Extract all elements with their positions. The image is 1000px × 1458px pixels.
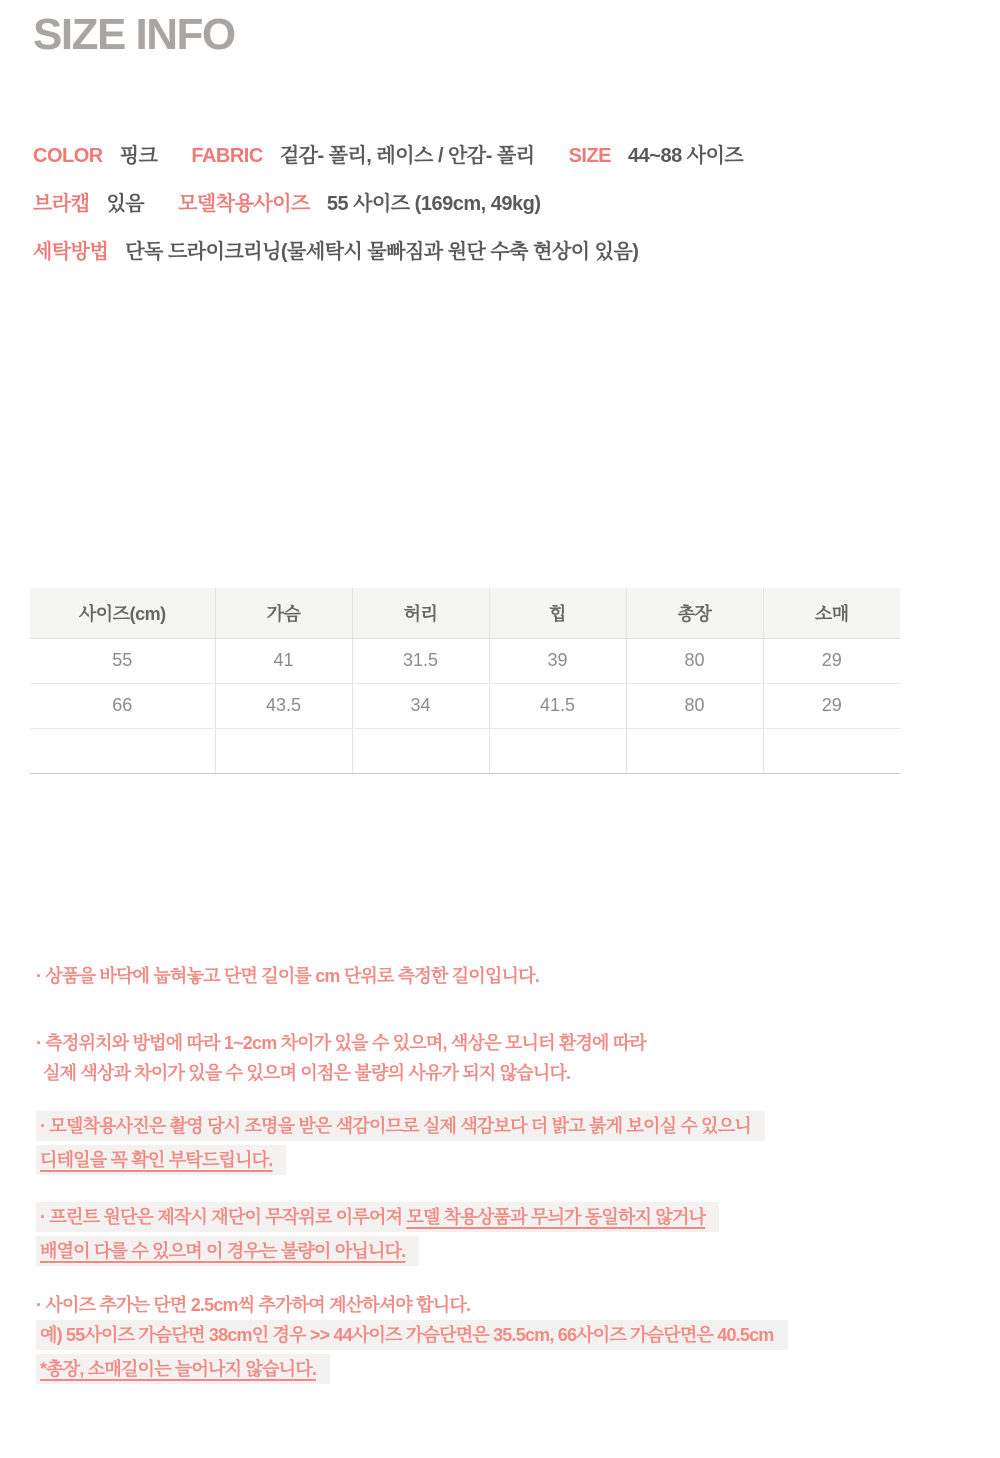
size-table-header-row xyxy=(30,588,900,638)
cell: 31.5 xyxy=(352,638,489,683)
cell xyxy=(626,728,763,773)
cell xyxy=(489,728,626,773)
cell: 39 xyxy=(489,638,626,683)
model-size-label: 모델착용사이즈 xyxy=(178,193,310,215)
cell xyxy=(763,728,900,773)
info-pair-fabric xyxy=(191,139,534,168)
cell: 41.5 xyxy=(489,683,626,728)
fabric-value: 겉감- 폴리, 레이스 / 안감- 폴리 xyxy=(279,145,535,167)
cell: 66 xyxy=(30,683,215,728)
col-header-hip: 힙 xyxy=(489,588,626,638)
color-value: 핑크 xyxy=(119,145,158,167)
col-header-size: 사이즈(cm) xyxy=(30,588,215,638)
info-pair-color xyxy=(33,139,157,168)
wash-value: 단독 드라이크리닝(물세탁시 물빠짐과 원단 수축 현상이 있음) xyxy=(125,241,639,263)
col-header-sleeve: 소매 xyxy=(763,588,900,638)
info-line-2 xyxy=(33,187,963,216)
size-table xyxy=(30,588,900,774)
cell xyxy=(30,728,215,773)
cell: 29 xyxy=(763,638,900,683)
note-print-fabric xyxy=(36,1202,976,1266)
note-line: · 측정위치와 방법에 따라 1~2cm 차이가 있을 수 있으며, 색상은 모니터 환경에 따라 xyxy=(36,1033,646,1053)
note-line-highlighted: · 모델착용사진은 촬영 당시 조명을 받은 색감이므로 실제 색감보다 더 밝고 붉게 보이실 수 있으니 xyxy=(36,1111,765,1141)
table-row-size-55 xyxy=(30,638,900,683)
info-pair-size xyxy=(569,139,744,168)
notes-section xyxy=(36,961,976,1388)
note-model-photo xyxy=(36,1111,976,1175)
cell: 43.5 xyxy=(215,683,352,728)
info-pair-model-size xyxy=(178,187,540,216)
wash-label: 세탁방법 xyxy=(33,241,109,263)
col-header-length: 총장 xyxy=(626,588,763,638)
size-value: 44~88 사이즈 xyxy=(628,145,744,167)
bracap-label: 브라캡 xyxy=(33,193,90,215)
cell xyxy=(352,728,489,773)
note-line: 실제 색상과 차이가 있을 수 있으며 이점은 불량의 사유가 되지 않습니다. xyxy=(43,1063,571,1083)
model-size-value: 55 사이즈 (169cm, 49kg) xyxy=(326,193,541,215)
note-line-highlighted xyxy=(36,1202,719,1232)
note-line: · 사이즈 추가는 단면 2.5cm씩 추가하여 계산하셔야 합니다. xyxy=(36,1295,471,1315)
note-measurement xyxy=(36,961,976,991)
cell: 80 xyxy=(626,638,763,683)
note-line-highlighted-underlined: 배열이 다를 수 있으며 이 경우는 불량이 아닙니다. xyxy=(36,1236,419,1266)
table-row-size-66 xyxy=(30,683,900,728)
info-pair-bracap xyxy=(33,187,144,216)
size-label: SIZE xyxy=(568,145,612,167)
note-line-highlighted-underlined: 디테일을 꼭 확인 부탁드립니다. xyxy=(36,1145,286,1175)
cell: 34 xyxy=(352,683,489,728)
product-info-section xyxy=(33,139,963,283)
col-header-chest: 가슴 xyxy=(215,588,352,638)
note-size-add xyxy=(36,1290,976,1384)
info-pair-wash xyxy=(33,235,638,264)
note-line-highlighted: 예) 55사이즈 가슴단면 38cm인 경우 >> 44사이즈 가슴단면은 35.5cm, 66사이즈 가슴단면은 40.5cm xyxy=(36,1320,788,1350)
page-title: SIZE INFO xyxy=(33,10,235,59)
cell: 41 xyxy=(215,638,352,683)
cell: 80 xyxy=(626,683,763,728)
cell: 29 xyxy=(763,683,900,728)
note-line-highlighted-underlined: *총장, 소매길이는 늘어나지 않습니다. xyxy=(36,1354,330,1384)
note-text-prefix: · 프린트 원단은 제작시 재단이 무작위로 이루어져 xyxy=(40,1207,407,1227)
note-text-underlined: 모델 착용상품과 무늬가 동일하지 않거나 xyxy=(406,1207,706,1227)
info-line-3 xyxy=(33,235,963,264)
info-line-1 xyxy=(33,139,963,168)
color-label: COLOR xyxy=(33,145,103,167)
cell xyxy=(215,728,352,773)
fabric-label: FABRIC xyxy=(191,145,263,167)
bracap-value: 있음 xyxy=(106,193,145,215)
note-tolerance xyxy=(36,1028,976,1088)
cell: 55 xyxy=(30,638,215,683)
col-header-waist: 허리 xyxy=(352,588,489,638)
note-line: · 상품을 바닥에 눕혀놓고 단면 길이를 cm 단위로 측정한 길이입니다. xyxy=(36,966,539,986)
table-row-empty xyxy=(30,728,900,773)
